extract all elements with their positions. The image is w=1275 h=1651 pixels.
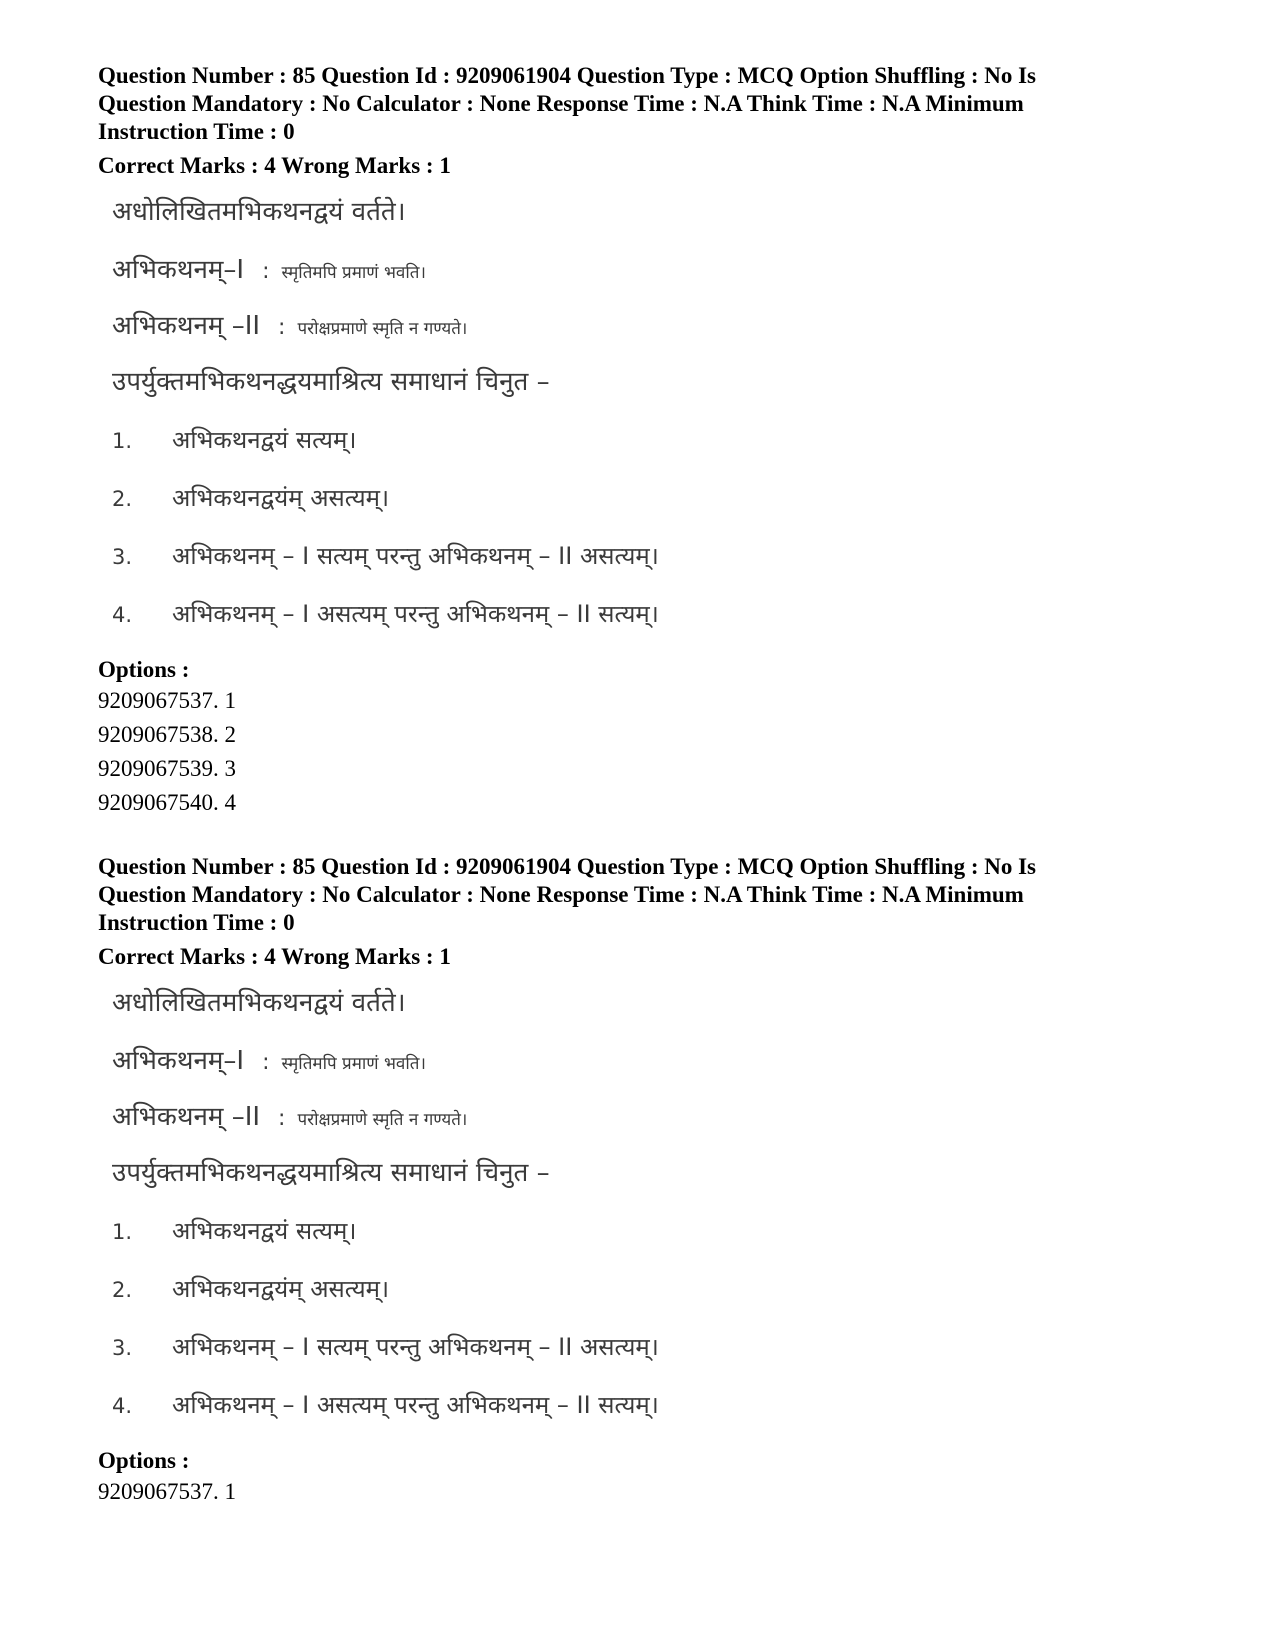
question-meta	[98, 62, 1178, 146]
meta-line-1: Question Number : 85 Question Id : 9209061904 Question Type : MCQ Option Shuffling : No Is	[98, 63, 1037, 88]
statement-1	[112, 250, 1178, 306]
statement-1-colon: :	[262, 259, 270, 284]
choice-1	[112, 420, 1178, 478]
choice-number: 1.	[112, 429, 133, 453]
question-image	[112, 983, 1178, 1443]
option-row: 9209067540. 4	[98, 790, 236, 815]
statement-2-label: अभिकथनम् –II	[112, 311, 261, 341]
option-row: 9209067537. 1	[98, 1479, 236, 1504]
option-row: 9209067537. 1	[98, 688, 236, 713]
statement-1-text: स्मृतिमपि प्रमाणं भवति।	[281, 1054, 426, 1074]
choice-4	[112, 594, 1178, 652]
statement-1-label: अभिकथनम्–I	[112, 255, 245, 285]
statement-1-text: स्मृतिमपि प्रमाणं भवति।	[281, 263, 426, 283]
marks-line: Correct Marks : 4 Wrong Marks : 1	[98, 153, 451, 178]
meta-line-2: Question Mandatory : No Calculator : None Response Time : N.A Think Time : N.A Minimum	[98, 91, 1024, 116]
choice-4	[112, 1385, 1178, 1443]
statement-2-colon: :	[278, 1106, 286, 1131]
option-row: 9209067539. 3	[98, 756, 236, 781]
meta-line-2: Question Mandatory : No Calculator : None Response Time : N.A Think Time : N.A Minimum	[98, 882, 1024, 907]
statement-2	[112, 306, 1178, 362]
choice-text: अभिकथनद्वयं सत्यम्।	[172, 1217, 357, 1245]
choice-number: 3.	[112, 545, 133, 569]
statement-2-text: परोक्षप्रमाणे स्मृति न गण्यते।	[297, 1110, 468, 1130]
statement-1	[112, 1041, 1178, 1097]
question-instruction: उपर्युक्तमभिकथनद्धयमाश्रित्य समाधानं चिनुत –	[112, 1158, 550, 1188]
choice-2	[112, 478, 1178, 536]
statement-2	[112, 1097, 1178, 1153]
choice-text: अभिकथनद्वयंम् असत्यम्।	[172, 1275, 390, 1303]
question-meta	[98, 853, 1178, 937]
choice-text: अभिकथनम् – I सत्यम् परन्तु अभिकथनम् – II असत्यम्।	[172, 1333, 659, 1361]
choice-number: 4.	[112, 603, 133, 627]
question-intro: अधोलिखितमभिकथनद्वयं वर्तते।	[112, 197, 406, 227]
question-block-2	[98, 853, 1178, 1509]
choice-text: अभिकथनम् – I असत्यम् परन्तु अभिकथनम् – II सत्यम्।	[172, 1391, 659, 1419]
statement-1-colon: :	[262, 1050, 270, 1075]
choice-3	[112, 1327, 1178, 1385]
choice-text: अभिकथनद्वयं सत्यम्।	[172, 426, 357, 454]
question-block-1	[98, 62, 1178, 820]
choice-number: 4.	[112, 1394, 133, 1418]
question-intro: अधोलिखितमभिकथनद्वयं वर्तते।	[112, 988, 406, 1018]
statement-2-text: परोक्षप्रमाणे स्मृति न गण्यते।	[297, 319, 468, 339]
meta-line-3: Instruction Time : 0	[98, 910, 295, 935]
choice-text: अभिकथनम् – I असत्यम् परन्तु अभिकथनम् – II सत्यम्।	[172, 600, 659, 628]
question-instruction: उपर्युक्तमभिकथनद्धयमाश्रित्य समाधानं चिनुत –	[112, 367, 550, 397]
choice-2	[112, 1269, 1178, 1327]
statement-2-label: अभिकथनम् –II	[112, 1102, 261, 1132]
option-row: 9209067538. 2	[98, 722, 236, 747]
choice-text: अभिकथनद्वयंम् असत्यम्।	[172, 484, 390, 512]
options-heading: Options :	[98, 1448, 190, 1473]
choice-text: अभिकथनम् – I सत्यम् परन्तु अभिकथनम् – II असत्यम्।	[172, 542, 659, 570]
meta-line-3: Instruction Time : 0	[98, 119, 295, 144]
meta-line-1: Question Number : 85 Question Id : 9209061904 Question Type : MCQ Option Shuffling : No Is	[98, 854, 1037, 879]
choice-number: 3.	[112, 1336, 133, 1360]
statement-1-label: अभिकथनम्–I	[112, 1046, 245, 1076]
statement-2-colon: :	[278, 315, 286, 340]
question-image	[112, 192, 1178, 652]
marks-line: Correct Marks : 4 Wrong Marks : 1	[98, 944, 451, 969]
options-heading: Options :	[98, 657, 190, 682]
choice-3	[112, 536, 1178, 594]
choice-number: 1.	[112, 1220, 133, 1244]
choice-number: 2.	[112, 487, 133, 511]
choice-1	[112, 1211, 1178, 1269]
choice-number: 2.	[112, 1278, 133, 1302]
